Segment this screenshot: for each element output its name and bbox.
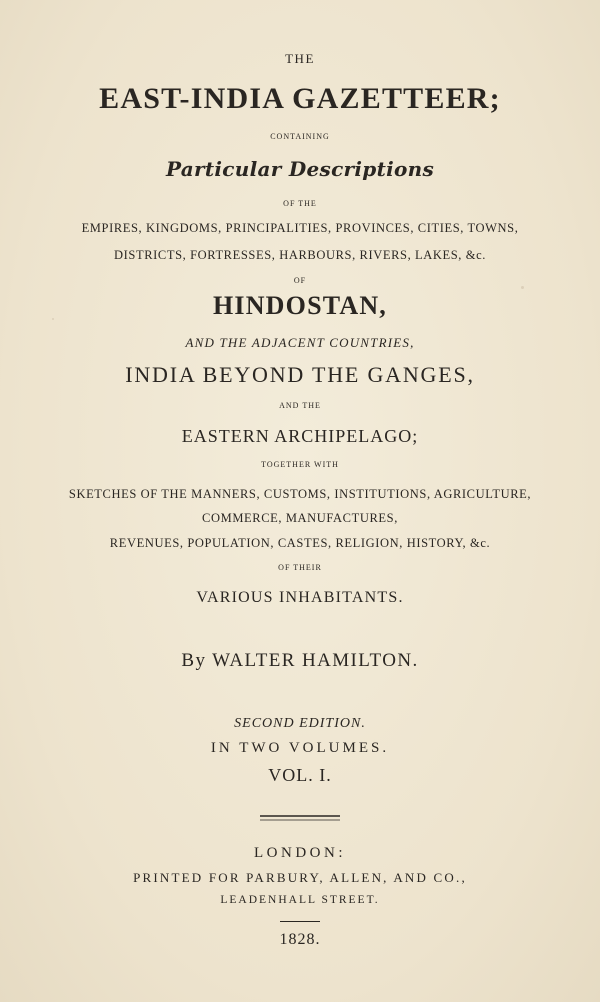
imprint-city: LONDON: [254, 845, 346, 861]
of-label: OF [293, 276, 307, 285]
adjacent-countries: AND THE ADJACENT COUNTRIES, [185, 335, 415, 350]
hindostan-heading: HINDOSTAN, [212, 291, 388, 320]
of-their-label: OF THEIR [278, 563, 322, 572]
and-the-label: AND THE [279, 401, 321, 410]
publication-year: 1828. [279, 931, 321, 948]
containing-label: CONTAINING [270, 132, 330, 141]
places-list-line-2: DISTRICTS, FORTRESSES, HARBOURS, RIVERS, LAKES, &c. [114, 248, 486, 262]
archipelago-heading: EASTERN ARCHIPELAGO; [181, 426, 419, 446]
main-title: EAST-INDIA GAZETTEER; [99, 82, 501, 115]
title-article: THE [285, 51, 315, 66]
imprint-street: LEADENHALL STREET. [220, 894, 380, 906]
author-line: By WALTER HAMILTON. [181, 650, 419, 671]
ink-spot [521, 286, 524, 289]
short-rule [280, 920, 320, 923]
blackletter-heading: Particular Descriptions [165, 157, 435, 181]
of-the-label: OF THE [283, 199, 317, 208]
india-beyond-heading: INDIA BEYOND THE GANGES, [125, 362, 475, 387]
sketches-line-1: SKETCHES OF THE MANNERS, CUSTOMS, INSTITUTIONS, AGRICULTURE, [68, 487, 532, 501]
imprint-printer: PRINTED FOR PARBURY, ALLEN, AND CO., [133, 870, 467, 885]
together-with-label: TOGETHER WITH [261, 460, 339, 469]
double-rule-divider [260, 814, 340, 822]
sketches-line-3: REVENUES, POPULATION, CASTES, RELIGION, HISTORY, &c. [109, 536, 491, 550]
edition-line: SECOND EDITION. [234, 716, 366, 731]
inhabitants-heading: VARIOUS INHABITANTS. [196, 589, 404, 606]
volume-number: VOL. I. [268, 765, 332, 785]
sketches-line-2: COMMERCE, MANUFACTURES, [202, 511, 398, 525]
places-list-line-1: EMPIRES, KINGDOMS, PRINCIPALITIES, PROVINCES, CITIES, TOWNS, [81, 221, 519, 235]
volumes-line: IN TWO VOLUMES. [210, 740, 390, 756]
